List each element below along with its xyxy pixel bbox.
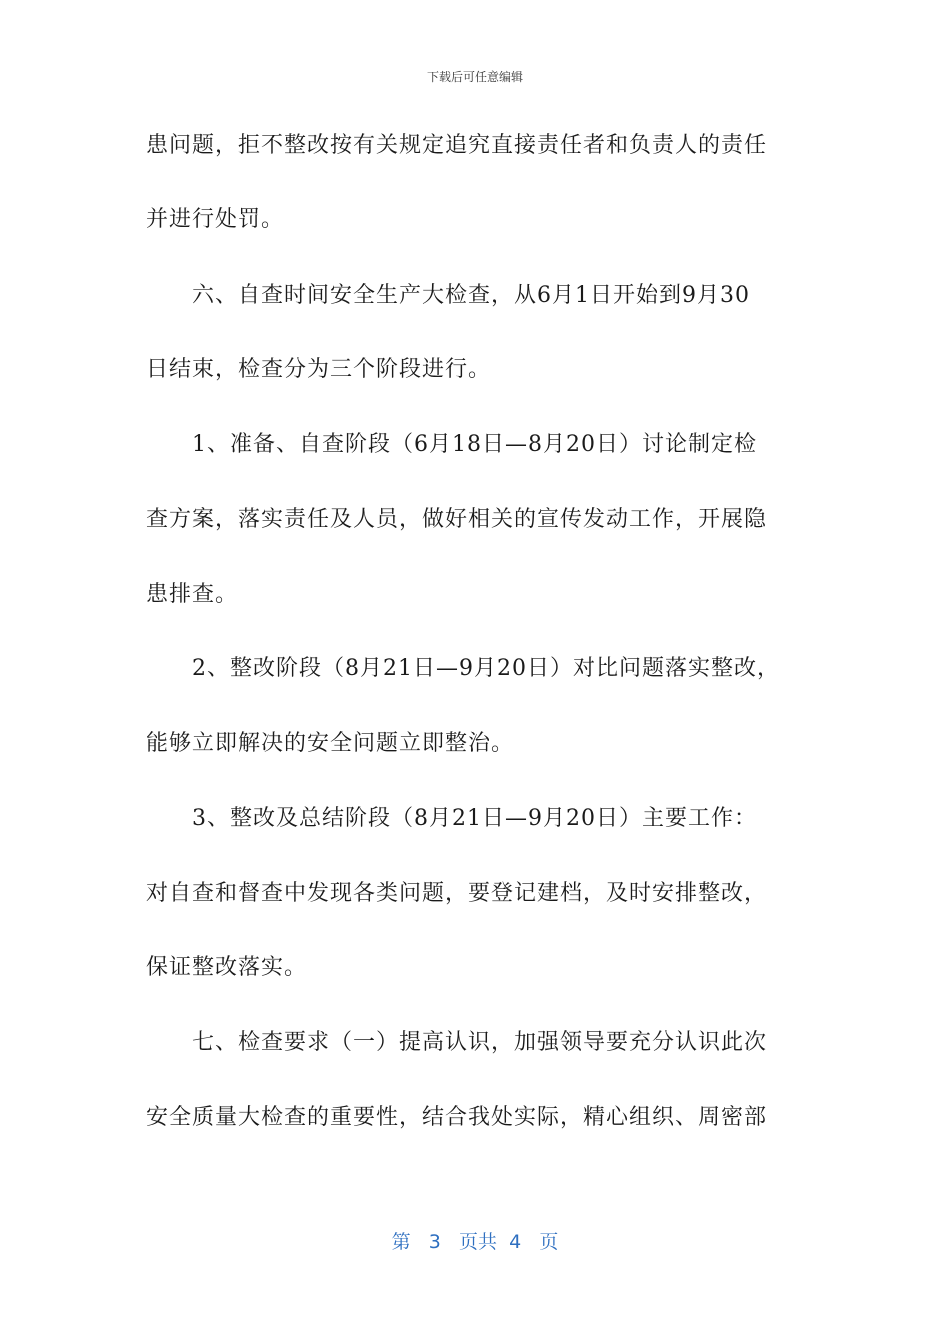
paragraph-start-line: 1、准备、自查阶段（6月18日—8月20日）讨论制定检 [192, 432, 757, 457]
body-line: 保证整改落实。 [146, 955, 308, 980]
body-line: 患问题，拒不整改按有关规定追究直接责任者和负责人的责任 [146, 133, 768, 158]
footer-suffix: 页 [539, 1231, 559, 1253]
paragraph-start-line: 七、检查要求（一）提高认识，加强领导要充分认识此次 [192, 1030, 768, 1055]
footer-total-pages: 4 [509, 1231, 522, 1253]
body-line: 查方案，落实责任及人员，做好相关的宣传发动工作，开展隐 [146, 507, 768, 532]
page-header-note: 下载后可任意编辑 [426, 70, 523, 84]
page-footer [0, 1227, 950, 1254]
body-line: 并进行处罚。 [146, 207, 285, 232]
footer-prefix: 第 [391, 1231, 411, 1253]
footer-current-page: 3 [428, 1231, 441, 1253]
body-line: 对自查和督查中发现各类问题，要登记建档，及时安排整改， [146, 881, 768, 906]
footer-middle: 页共 [459, 1231, 498, 1253]
paragraph-start-line: 3、整改及总结阶段（8月21日—9月20日）主要工作： [192, 806, 757, 831]
paragraph-start-line: 2、整改阶段（8月21日—9月20日）对比问题落实整改， [192, 656, 780, 681]
paragraph-start-line: 六、自查时间安全生产大检查，从6月1日开始到9月30 [192, 283, 750, 308]
body-line: 能够立即解决的安全问题立即整治。 [146, 731, 515, 756]
body-line: 日结束，检查分为三个阶段进行。 [146, 357, 492, 382]
body-line: 患排查。 [146, 582, 239, 607]
body-line: 安全质量大检查的重要性，结合我处实际，精心组织、周密部 [146, 1105, 768, 1130]
